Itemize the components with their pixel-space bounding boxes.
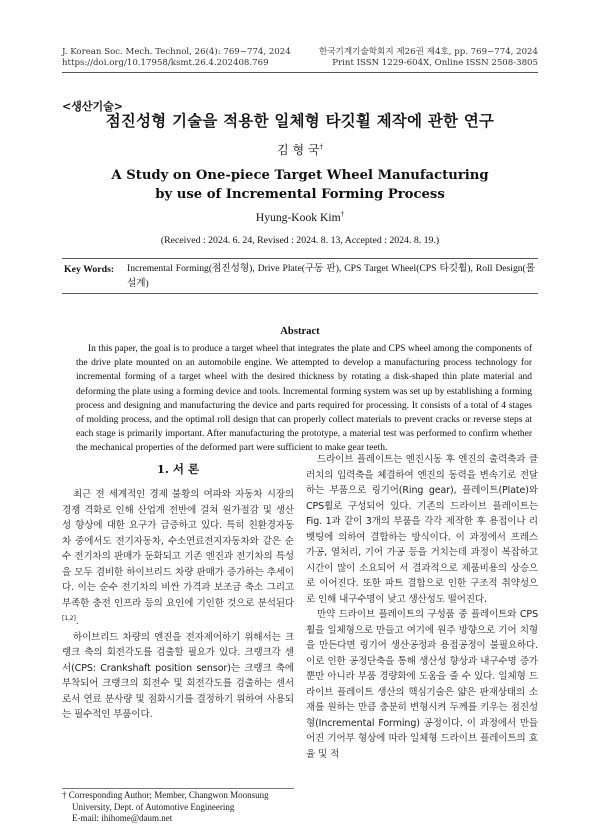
keywords-text: Incremental Forming(점진성형), Drive Plate(구동 판), CPS Target Wheel(CPS 타깃휠), Roll Design(롤 설계) [127, 263, 535, 289]
abstract-body: In this paper, the goal is to produce a target wheel that integrates the plate and CPS wheel among the components of the drive plate mounted on an automobile engine. We attempted to develop a manufacturing process technology for incremental forming of a target wheel with the desired thickness by rotating a disk-shaped thin plate material and deforming the plate using a forming device and tools. Incremental forming system was set up by establishing a forming process and designing and manufacturing the device and parts required for processing. It consists of a total of 4 stages of molding process, and the optimal roll design that can properly collect materials to prevent cracks or reverse steps at each stage is primarily important. After manufacturing the prototype, a material test was performed to confirm whether the mechanical properties of the deformed part were sufficient to make gear teeth. [76, 344, 532, 454]
author-korean-name: 김 형 국 [277, 143, 320, 157]
keywords-label: Key Words: [64, 264, 115, 275]
section-heading-introduction: 1. 서 론 [156, 462, 200, 476]
keywords-bottom-rule [62, 293, 538, 294]
footnote-line-1: † Corresponding Author; Member, Changwon Moonsung [62, 790, 269, 800]
journal-volume-line-ko: 한국기계기술학회지 제26권 제4호, pp. 769~774, 2024 [318, 47, 538, 57]
corresponding-mark: † [319, 143, 323, 151]
keywords-top-rule [62, 258, 538, 259]
title-korean: 점진성형 기술을 적용한 일체형 타깃휠 제작에 관한 연구 [105, 112, 495, 130]
issn-line: Print ISSN 1229-604X, Online ISSN 2508-3805 [332, 58, 538, 68]
author-english-name: Hyung-Kook Kim [255, 210, 341, 224]
title-english-line1: A Study on One-piece Target Wheel Manufacturing [111, 168, 489, 183]
left-column [62, 487, 294, 723]
intro-paragraph-1-text: 최근 전 세계적인 경제 불황의 여파와 자동차 시장의 경쟁 격화로 인해 산업계 전반에 걸쳐 원가절감 및 생산성 향상에 대한 요구가 급증하고 있다. 특히 친환경자동차 중에서도 전기자동차, 수소연료전지자동차와 같은 순수 전기차의 판매가 둔화되고 기존 엔진과 전기차의 특성을 모두 겸비한 하이브리드 차량 판매가 증가하는 추세이다. 이는 순수 전기차의 비싼 가격과 보조금 축소 그리고 부족한 충전 인프라 등의 요인에 기인한 것으로 분석된다 [62, 489, 294, 609]
journal-citation [62, 47, 291, 69]
abstract-heading: Abstract [280, 326, 320, 337]
category-label: <생산기술> [62, 100, 123, 113]
footnote [62, 790, 298, 825]
body-paragraph-1: 드라이브 플레이트는 엔진시동 후 엔진의 출력축과 클러치의 입력축을 체결하여 엔진의 동력을 변속기로 전달하는 부품으로 링기어(Ring gear), 플레이트(Plate)와 CPS휠로 구성되어 있다. 기존의 드라이브 플레이트는 Fig. 1과 같이 3개의 부품을 각각 제작한 후 용접이나 리벳팅에 의하여 결합하는 방식이다. 이 과정에서 프레스 가공, 열처리, 기어 가공 등을 거치는데 과정이 복잡하고 시간이 많이 소요되어 서 결과적으로 제품비용의 상승으로 이어진다. 또한 파트 결합으로 인한 구조적 취약성으로 인해 내구수명이 낮고 생산성도 떨어진다. [306, 454, 538, 605]
corresponding-mark-en: † [340, 210, 345, 218]
intro-paragraph-1 [62, 487, 294, 630]
title-english [0, 166, 600, 204]
intro-paragraph-2: 하이브리드 차량의 엔진을 전자제어하기 위해서는 크랭크 축의 회전각도를 검출할 필요가 있다. 크랭크각 센서(CPS: Crankshaft position sensor)는 크랭크 축에 부착되어 크랭크의 회전수 및 회전각도를 검출하는 센서로서 연료 분사량 및 점화시기를 결정하기 위하여 사용되는 필수적인 부품이다. [62, 631, 294, 721]
body-paragraph-2: 만약 드라이브 플레이트의 구성품 중 플레이트와 CPS휠을 일체형으로 만들고 여기에 원주 방향으로 기어 치형을 만든다면 링기어 생산공정과 용접공정이 불필요하다. 이로 인한 공정단축을 통해 생산성 향상과 내구수명 증가뿐만 아니라 부품 경량화에 도움을 줄 수 있다. 일체형 드라이브 플레이트 생산의 핵심기술은 얇은 판재상태의 소재를 원하는 만큼 충분히 변형시켜 두께를 키우는 점진성형(Incremental Forming) 공정이다. 이 과정에서 만들어진 기어부 형상에 따라 일체형 드라이브 플레이트의 효율 및 적 [306, 609, 538, 760]
footnote-line-2: University, Dept. of Automotive Engineering [72, 801, 235, 812]
title-english-line2: by use of Incremental Forming Process [155, 187, 445, 202]
received-dates: (Received : 2024. 6. 24, Revised : 2024. 8. 13, Accepted : 2024. 8. 19.) [160, 235, 440, 246]
intro-paragraph-1-end: . [75, 616, 79, 628]
footnote-email[interactable]: E-mail: ihihome@daum.net [72, 813, 173, 823]
journal-volume-line: J. Korean Soc. Mech. Technol, 26(4): 769~774, 2024 [62, 47, 291, 57]
right-column [306, 452, 538, 762]
header-divider [62, 72, 538, 73]
author-korean [0, 141, 600, 158]
citation-ref[interactable]: [1,2] [62, 615, 76, 622]
footnote-divider [62, 788, 294, 789]
journal-citation-korean [319, 47, 538, 69]
author-english [0, 210, 600, 224]
doi-link[interactable]: https://doi.org/10.17958/ksmt.26.4.202408.769 [62, 58, 269, 68]
